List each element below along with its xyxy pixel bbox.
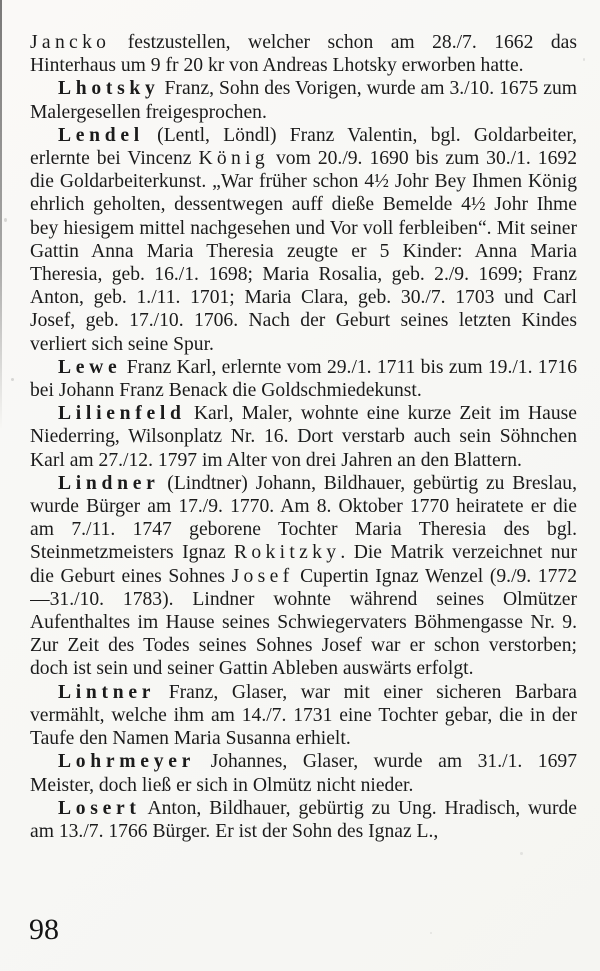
lexicon-paragraph — [30, 356, 577, 402]
scan-speck — [4, 218, 7, 222]
spaced-name: König — [198, 148, 270, 170]
scan-speck — [430, 932, 432, 934]
entry-text: Anton, Bildhauer, gebürtig zu Ung. Hradisch, wurde am 13./7. 1766 Bürger. Er ist der Sohn des Ignaz L., — [30, 797, 577, 842]
entry-headword: Lewe — [58, 356, 122, 378]
entry-text: . Die Matrik verzeichnet nur die Geburt eines Sohnes — [30, 542, 577, 587]
entry-text: Johannes, Glaser, wurde am 31./1. 1697 Meister, doch ließ er sich in Olmütz nicht nieder. — [30, 751, 577, 796]
lexicon-paragraph — [30, 77, 577, 123]
entry-headword: Lindner — [58, 472, 160, 494]
lexicon-paragraph — [30, 797, 577, 843]
lexicon-paragraph — [30, 124, 577, 356]
lexicon-paragraph — [30, 750, 577, 796]
entry-headword: Lhotsky — [58, 78, 160, 100]
entry-text: Franz, Sohn des Vorigen, wurde am 3./10. 1675 zum Malergesellen freigesprochen. — [30, 78, 577, 123]
entry-headword: Lendel — [58, 124, 144, 146]
lexicon-text-block — [30, 31, 577, 913]
entry-text: vom 20./9. 1690 bis zum 30./1. 1692 die Goldarbeiterkunst. „War früher schon 4½ Johr Bey Ihmen König ehrlich geholten, dessentwegen auff dieße Bemelde 4½ Johr Ihme bey hiesigem mittel nachgesehen und Vor voll ferbleiben“. Mit seiner Gattin Anna Maria Theresia zeugte er 5 Kinder: Anna Maria Theresia, geb. 16./1. 1698; Maria Rosalia, geb. 2./9. 1699; Franz Anton, geb. 1./11. 1701; Maria Clara, geb. 30./7. 1703 und Carl Josef, geb. 17./10. 1706. Nach der Geburt seines letzten Kindes verliert sich seine Spur. — [30, 148, 577, 355]
scan-speck — [11, 378, 14, 381]
spaced-name: Rokitzky — [234, 542, 341, 564]
entry-text: Franz, Glaser, war mit einer sicheren Barbara vermählt, welche ihm am 14./7. 1731 eine Tochter gebar, die in der Taufe den Namen Maria Susanna erhielt. — [30, 681, 577, 750]
spaced-name: Josef — [231, 565, 294, 587]
entry-headword: Lintner — [58, 681, 156, 703]
entry-headword: Lilienfeld — [58, 403, 186, 425]
entry-headword: Lohrmeyer — [58, 751, 196, 773]
scan-speck — [583, 58, 585, 61]
entry-text: Franz Karl, erlernte vom 29./1. 1711 bis zum 19./1. 1716 bei Johann Franz Benack die Goldschmiedekunst. — [30, 356, 577, 402]
lexicon-paragraph — [30, 472, 577, 681]
lexicon-paragraph — [30, 681, 577, 751]
entry-text: (Lentl, Löndl) Franz Valentin, bgl. Goldarbeiter, erlernte bei Vincenz — [30, 124, 577, 170]
entry-text: Cupertin Ignaz Wenzel (9./9. 1772—31./10. 1783). Lindner wohnte während seines Olmützer Aufenthaltes im Hause seines Schwiegervaters Böhmengasse Nr. 9. Zur Zeit des Todes seines Sohnes Josef war er schon verstorben; doch ist sein und seiner Gattin Ableben auswärts erfolgt. — [30, 565, 577, 680]
scan-edge-shadow — [0, 0, 2, 430]
page-number: 98 — [29, 913, 59, 946]
entry-headword: Losert — [58, 797, 141, 819]
spaced-name: Jancko — [30, 32, 111, 53]
entry-text: festzustellen, welcher schon am 28./7. 1662 das Hinterhaus um 9 fr 20 kr von Andreas Lhotsky erworben hatte. — [30, 32, 577, 77]
entry-text: (Lindtner) Johann, Bildhauer, gebürtig zu Breslau, wurde Bürger am 17./9. 1770. Am 8. Oktober 1770 heiratete er die am 7./11. 1747 geborene Tochter Maria Theresia des bgl. Steinmetzmeisters Ignaz — [30, 472, 577, 564]
entry-text: Karl, Maler, wohnte eine kurze Zeit im Hause Niederring, Wilsonplatz Nr. 16. Dort verstarb auch sein Söhnchen Karl am 27./12. 1797 im Alter von drei Jahren an den Blattern. — [30, 403, 577, 471]
lexicon-paragraph — [30, 402, 577, 472]
lexicon-paragraph — [30, 31, 577, 77]
